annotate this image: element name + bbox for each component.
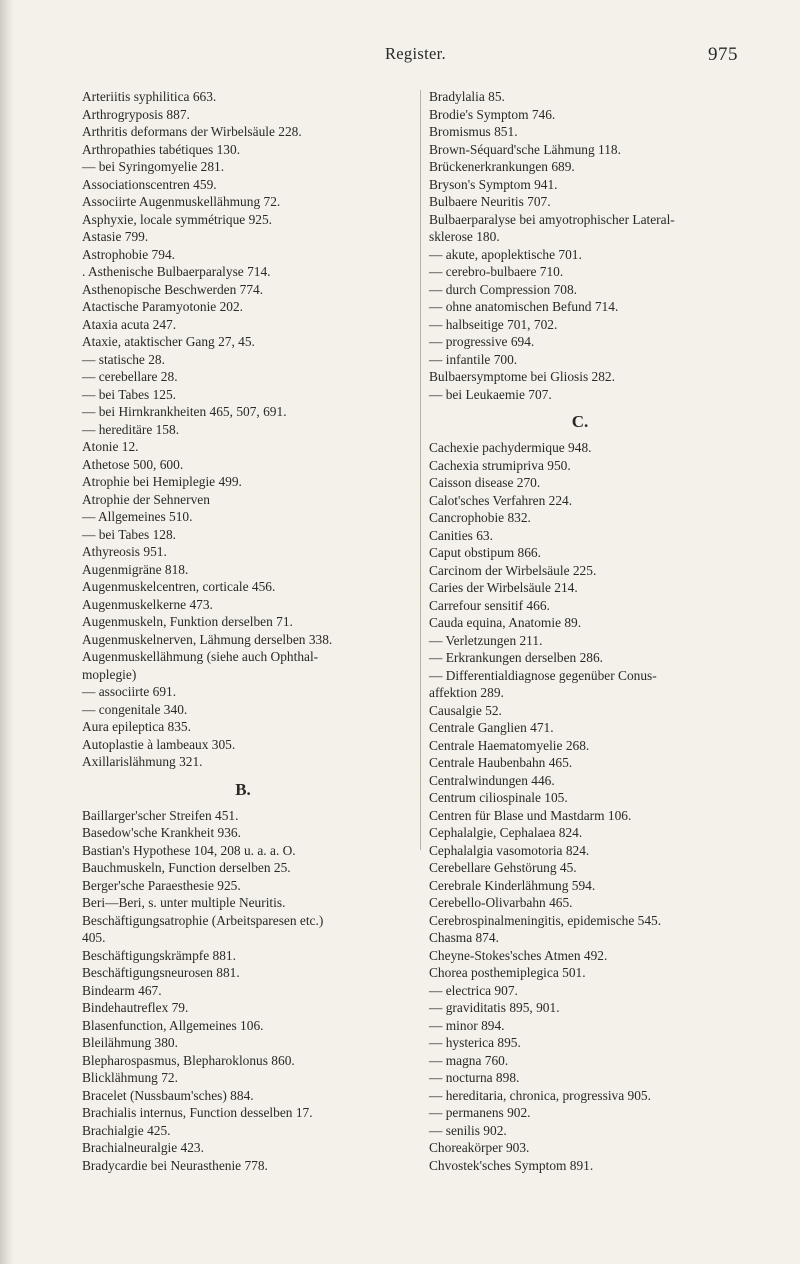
index-entry: Ataxie, ataktischer Gang 27, 45.: [82, 334, 255, 349]
index-entry: — Erkrankungen derselben 286.: [429, 650, 604, 665]
section-heading: C.: [571, 412, 589, 431]
index-entry: Causalgie 52.: [429, 702, 502, 718]
index-entry: Augenmuskelcentren, corticale 456.: [82, 579, 276, 594]
index-entry: — infantile 700.: [429, 351, 518, 367]
index-entry: Bastian's Hypothese 104, 208 u. a. a. O.: [82, 842, 296, 858]
index-entry: Baillarger'scher Streifen 451.: [82, 807, 239, 823]
index-entry: Augenmigräne 818.: [82, 561, 189, 577]
index-entry: Arthritis deformans der Wirbelsäule 228.: [82, 124, 302, 139]
index-entry: Augenmuskelkerne 473.: [82, 596, 213, 612]
index-entry: — akute, apoplektische 701.: [429, 246, 582, 262]
index-entry: — graviditatis 895, 901.: [429, 1000, 560, 1015]
index-entry: Caput obstipum 866.: [429, 545, 541, 560]
index-entry: Cephalalgie, Cephalaea 824.: [429, 825, 583, 840]
index-entry: — durch Compression 708.: [429, 281, 578, 297]
index-entry: Brown-Séquard'sche Lähmung 118.: [429, 141, 621, 157]
running-title: Register.: [385, 44, 446, 63]
index-entry: Brodie's Symptom 746.: [429, 106, 556, 122]
index-entry: Berger'sche Paraesthesie 925.: [82, 877, 241, 893]
index-entry: 405.: [82, 930, 106, 945]
index-entry: Arteriitis syphilitica 663.: [82, 89, 217, 104]
index-entry: Athetose 500, 600.: [82, 456, 184, 472]
index-entry: Caries der Wirbelsäule 214.: [429, 580, 578, 595]
index-entry: — magna 760.: [429, 1052, 509, 1068]
index-entry: Caisson disease 270.: [429, 475, 541, 490]
index-entry: Astasie 799.: [82, 229, 149, 244]
index-entry: — permanens 902.: [429, 1105, 531, 1120]
index-entry: Asthenopische Beschwerden 774.: [82, 281, 264, 297]
index-entry: Bulbaere Neuritis 707.: [429, 194, 551, 209]
index-entry: Bulbaerparalyse bei amyotrophischer Lateral-: [429, 211, 675, 227]
index-entry: Bromismus 851.: [429, 124, 518, 139]
index-column-right: [429, 88, 731, 1174]
index-entry: Cerebrale Kinderlähmung 594.: [429, 877, 596, 893]
index-entry: — minor 894.: [429, 1017, 505, 1033]
index-entry: Axillarislähmung 321.: [82, 754, 203, 769]
index-entry: — bei Leukaemie 707.: [429, 386, 552, 402]
index-entry: Brachialis internus, Function desselben 17.: [82, 1105, 313, 1120]
index-entry: Canities 63.: [429, 527, 493, 543]
index-entry: Ataxia acuta 247.: [82, 316, 177, 332]
index-entry: sklerose 180.: [429, 229, 500, 244]
index-entry: Choreakörper 903.: [429, 1140, 530, 1155]
index-entry: — halbseitige 701, 702.: [429, 316, 558, 332]
index-entry: Beschäftigungsneurosen 881.: [82, 965, 240, 980]
index-column-left: [82, 88, 404, 1174]
index-entry: Centrale Haematomyelie 268.: [429, 737, 590, 753]
index-entry: Centrale Ganglien 471.: [429, 720, 554, 735]
index-entry: Augenmuskellähmung (siehe auch Ophthal-: [82, 649, 319, 664]
index-entry: — ohne anatomischen Befund 714.: [429, 299, 619, 314]
index-entry: Bryson's Symptom 941.: [429, 176, 558, 192]
index-entry: — congenitale 340.: [82, 701, 188, 717]
index-entry: Asphyxie, locale symmétrique 925.: [82, 211, 273, 227]
index-entry: Athyreosis 951.: [82, 544, 167, 559]
index-entry: Cerebellare Gehstörung 45.: [429, 860, 577, 875]
index-entry: Basedow'sche Krankheit 936.: [82, 825, 241, 840]
index-entry: — nocturna 898.: [429, 1070, 520, 1085]
index-entry: . Asthenische Bulbaerparalyse 714.: [82, 264, 271, 279]
index-entry: Cerebrospinalmeningitis, epidemische 545.: [429, 912, 662, 928]
index-entry: — hereditaria, chronica, progressiva 905.: [429, 1087, 651, 1103]
index-entry: Chvostek'sches Symptom 891.: [429, 1157, 594, 1173]
index-entry: — electrica 907.: [429, 982, 518, 998]
index-entry: Autoplastie à lambeaux 305.: [82, 736, 236, 752]
index-entry: Cachexie pachydermique 948.: [429, 440, 592, 455]
index-entry: Arthropathies tabétiques 130.: [82, 141, 241, 157]
index-entry: Cerebello-Olivarbahn 465.: [429, 895, 573, 910]
index-entry: Blasenfunction, Allgemeines 106.: [82, 1017, 264, 1033]
index-entry: Cheyne-Stokes'sches Atmen 492.: [429, 947, 608, 963]
index-entry: — progressive 694.: [429, 334, 535, 349]
index-entry: Beschäftigungsatrophie (Arbeitsparesen etc.): [82, 912, 324, 928]
index-entry: — Differentialdiagnose gegenüber Conus-: [429, 667, 657, 683]
index-entry: Atrophie der Sehnerven: [82, 491, 210, 507]
index-entry: Bradycardie bei Neurasthenie 778.: [82, 1157, 268, 1173]
index-entry: — statische 28.: [82, 351, 165, 367]
index-entry: Chasma 874.: [429, 930, 499, 945]
index-entry: — Allgemeines 510.: [82, 509, 193, 524]
index-entry: — bei Syringomyelie 281.: [82, 159, 225, 174]
index-entry: Aura epileptica 835.: [82, 719, 191, 734]
index-entry: Bauchmuskeln, Function derselben 25.: [82, 860, 291, 875]
index-entry: Brachialgie 425.: [82, 1122, 171, 1138]
index-entry: Brachialneuralgie 423.: [82, 1140, 204, 1155]
index-entry: — bei Tabes 125.: [82, 386, 177, 402]
index-entry: Augenmuskeln, Funktion derselben 71.: [82, 614, 293, 629]
index-entry: Cachexia strumipriva 950.: [429, 457, 571, 473]
index-entry: Carcinom der Wirbelsäule 225.: [429, 562, 597, 578]
index-entry: Atonie 12.: [82, 439, 139, 454]
index-entry: Atrophie bei Hemiplegie 499.: [82, 474, 242, 489]
index-entry: Bulbaersymptome bei Gliosis 282.: [429, 369, 615, 384]
section-heading: B.: [235, 779, 251, 799]
index-entry: Cephalalgia vasomotoria 824.: [429, 842, 590, 858]
index-entry: — bei Tabes 128.: [82, 526, 177, 542]
index-entry: Cancrophobie 832.: [429, 510, 531, 525]
index-entry: — hereditäre 158.: [82, 421, 180, 437]
index-entry: Associationscentren 459.: [82, 176, 217, 192]
index-entry: Bleilähmung 380.: [82, 1035, 178, 1050]
index-entry: Blepharospasmus, Blepharoklonus 860.: [82, 1052, 295, 1068]
index-entry: — hysterica 895.: [429, 1035, 521, 1050]
index-entry: Centrale Haubenbahn 465.: [429, 755, 573, 770]
index-entry: Centren für Blase und Mastdarm 106.: [429, 807, 632, 823]
column-divider: [420, 90, 421, 850]
index-entry: Calot'sches Verfahren 224.: [429, 492, 573, 508]
index-entry: Bradylalia 85.: [429, 89, 505, 104]
index-entry: — senilis 902.: [429, 1122, 507, 1138]
page-binding-edge: [0, 0, 14, 1264]
page-number: 975: [708, 44, 738, 65]
index-entry: Bindehautreflex 79.: [82, 1000, 189, 1015]
index-entry: Cauda equina, Anatomie 89.: [429, 615, 582, 630]
index-entry: Beri—Beri, s. unter multiple Neuritis.: [82, 895, 286, 910]
index-entry: — bei Hirnkrankheiten 465, 507, 691.: [82, 404, 287, 419]
index-entry: Brückenerkrankungen 689.: [429, 159, 575, 174]
index-entry: Associirte Augenmuskellähmung 72.: [82, 194, 281, 209]
index-entry: Bindearm 467.: [82, 982, 162, 998]
index-entry: Carrefour sensitif 466.: [429, 597, 550, 613]
index-entry: affektion 289.: [429, 685, 504, 700]
index-entry: Blicklähmung 72.: [82, 1070, 178, 1085]
index-entry: — associirte 691.: [82, 684, 177, 699]
index-entry: moplegie): [82, 666, 137, 682]
index-entry: Beschäftigungskrämpfe 881.: [82, 947, 236, 963]
index-entry: — cerebro-bulbaere 710.: [429, 264, 564, 279]
index-entry: Bracelet (Nussbaum'sches) 884.: [82, 1087, 254, 1103]
index-entry: Augenmuskelnerven, Lähmung derselben 338.: [82, 631, 333, 647]
index-entry: Centralwindungen 446.: [429, 772, 555, 788]
index-entry: Chorea posthemiplegica 501.: [429, 965, 586, 980]
index-entry: — cerebellare 28.: [82, 369, 178, 384]
index-entry: Arthrogryposis 887.: [82, 106, 190, 122]
index-entry: Centrum ciliospinale 105.: [429, 790, 568, 805]
index-entry: Astrophobie 794.: [82, 246, 175, 262]
index-entry: — Verletzungen 211.: [429, 632, 543, 648]
index-entry: Atactische Paramyotonie 202.: [82, 299, 244, 314]
